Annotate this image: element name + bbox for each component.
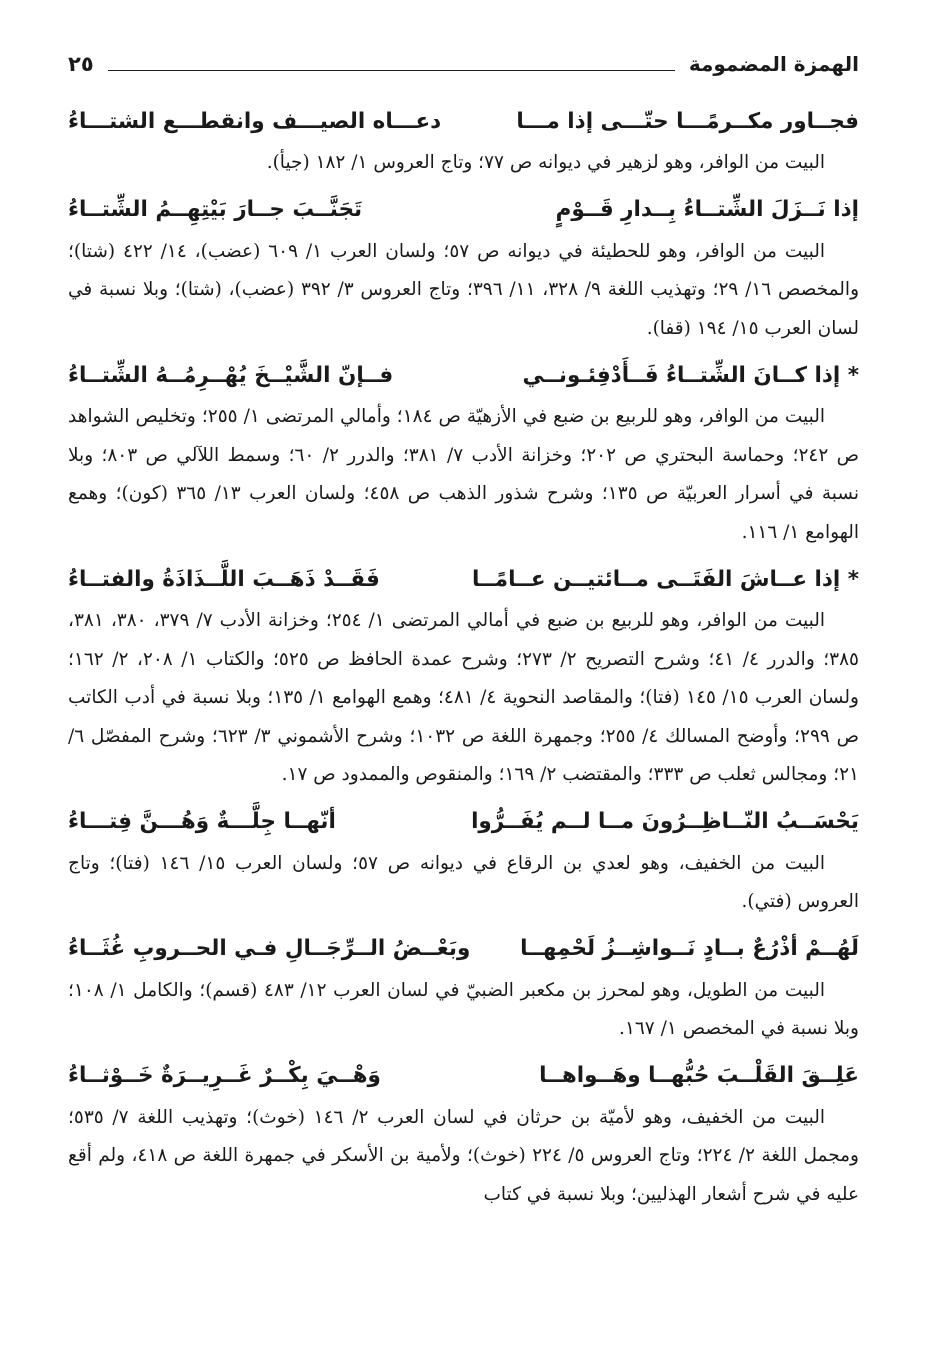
- verse-first-hemistich: * إذا كــانَ الشِّتــاءُ فَــأَدْفِئـونــي: [522, 362, 859, 388]
- verse-first-hemistich: فجــاور مكــرمًـــا حتّـــى إذا مـــا: [516, 108, 859, 134]
- verse-first-hemistich: يَحْسَــبُ النّــاظِــرُونَ مــا لــم يُفَــرُّوا: [471, 809, 859, 834]
- entry-4: [68, 556, 859, 795]
- verse-first-hemistich: لَهُــمْ أذْرُعٌ بــادٍ نَــواشِــزُ لَحْمِهــا: [520, 936, 859, 961]
- running-head: [68, 42, 859, 86]
- verse-line: [68, 1053, 859, 1099]
- verse-line: [68, 799, 859, 845]
- entry-5: [68, 799, 859, 922]
- book-page: [68, 42, 859, 1218]
- verse-commentary: البيت من الوافر، وهو للربيع بن ضبع في الأزهيّة ص ١٨٤؛ وأمالي المرتضى ١/ ٢٥٥؛ وتخليص الشواهد ص ٢٤٢؛ وحماسة البحتري ص ٢٠٢؛ وخزانة الأدب ٧/ ٣٨١؛ والدرر ٢/ ٦٠؛ وسمط اللآلي ص ٨٠٣؛ وبلا نسبة في أسرار العربيّة ص ١٣٥؛ وشرح شذور الذهب ص ٤٥٨؛ ولسان العرب ١٣/ ٣٦٥ (كون)؛ وهمع الهوامع ١/ ١١٦.: [68, 406, 860, 543]
- verse-first-hemistich: عَلِــقَ القَلْــبَ حُبُّهــا وهَــواهــا: [539, 1063, 859, 1088]
- entry-1: [68, 98, 859, 183]
- verse-commentary: البيت من الوافر، وهو للربيع بن ضبع في أمالي المرتضى ١/ ٢٥٤؛ وخزانة الأدب ٧/ ٣٧٩، ٣٨٠، ٣٨١، ٣٨٥؛ والدرر ٤/ ٤١؛ وشرح التصريح ٢/ ٢٧٣؛ وشرح عمدة الحافظ ص ٥٢٥؛ والكتاب ١/ ٢٠٨، ٢/ ١٦٢؛ ولسان العرب ١٥/ ١٤٥ (فتا)؛ والمقاصد النحوية ٤/ ٤٨١؛ وهمع الهوامع ١/ ١٣٥؛ وبلا نسبة في أدب الكاتب ص ٢٩٩؛ وأوضح المسالك ٤/ ٢٥٥؛ وجمهرة اللغة ص ١٠٣٢؛ وشرح الأشموني ٣/ ٦٢٣؛ وشرح المفصّل ٦/ ٢١؛ ومجالس ثعلب ص ٣٣٣؛ والمقتضب ٢/ ١٦٩؛ والمنقوص والممدود ص ١٧.: [68, 610, 859, 785]
- verse-line: [68, 926, 859, 972]
- verse-commentary: البيت من الوافر، وهو لزهير في ديوانه ص ٧٧؛ وتاج العروس ١/ ١٨٢ (جيأ).: [266, 152, 825, 173]
- verse-second-hemistich: وَهْــيَ بِكْــرٌ غَــرِيــرَةٌ خَــوْثــاءُ: [68, 1063, 381, 1088]
- verse-commentary: البيت من الخفيف، وهو لأميّة بن حرثان في لسان العرب ٢/ ١٤٦ (خوث)؛ وتهذيب اللغة ٧/ ٥٣٥؛ ومجمل اللغة ٢/ ٢٢٤؛ وتاج العروس ٥/ ٢٢٤ (خوث)؛ ولأمية بن الأسكر في جمهرة اللغة ص ٤١٨، ولم أقع عليه في شرح أشعار الهذليين؛ وبلا نسبة في كتاب: [68, 1106, 859, 1205]
- verse-first-hemistich: إذا نَــزَلَ الشِّتــاءُ بِــدارِ قَــوْمٍ: [555, 197, 859, 222]
- verse-line: [68, 352, 859, 398]
- page-number: ٢٥: [68, 52, 94, 76]
- verse-second-hemistich: أنّهــا جِلَّـــةٌ وَهُـــنَّ فِتـــاءُ: [68, 809, 336, 834]
- verse-second-hemistich: فَقَــدْ ذَهَــبَ اللَّــذَاذَةُ والفتــاءُ: [68, 566, 380, 592]
- verse-commentary: البيت من الوافر، وهو للحطيئة في ديوانه ص ٥٧؛ ولسان العرب ١/ ٦٠٩ (عضب)، ١٤/ ٤٢٢ (شتا)؛ والمخصص ١٦/ ٢٩؛ وتهذيب اللغة ٩/ ٣٢٨، ١١/ ٣٩٦؛ وتاج العروس ٣/ ٣٩٢ (عضب)، (شتا)؛ وبلا نسبة في لسان العرب ١٥/ ١٩٤ (قفا).: [68, 240, 859, 339]
- verse-line: [68, 98, 859, 144]
- verse-first-hemistich: * إذا عــاشَ الفَتَــى مــائتيــن عــامًــا: [472, 566, 859, 592]
- header-rule: [108, 70, 675, 71]
- section-title: الهمزة المضمومة: [688, 52, 859, 76]
- entry-3: [68, 352, 859, 552]
- verse-commentary: البيت من الطويل، وهو لمحرز بن مكعبر الضبيّ في لسان العرب ١٢/ ٤٨٣ (قسم)؛ والكامل ١/ ١٠٨؛ وبلا نسبة في المخصص ١/ ١٦٧.: [68, 979, 859, 1039]
- verse-line: [68, 556, 859, 602]
- entry-7: [68, 1053, 859, 1215]
- verse-second-hemistich: تَجَنَّــبَ جــارَ بَيْتِهِــمُ الشِّتــاءُ: [68, 197, 363, 222]
- verse-commentary: البيت من الخفيف، وهو لعدي بن الرقاع في ديوانه ص ٥٧؛ ولسان العرب ١٥/ ١٤٦ (فتا)؛ وتاج العروس (فتي).: [68, 852, 859, 912]
- entry-6: [68, 926, 859, 1049]
- verse-second-hemistich: دعـــاه الصيـــف وانقطـــع الشتـــاءُ: [68, 108, 442, 134]
- verse-second-hemistich: فــإنّ الشَّيْــخَ يُهْــرِمُــهُ الشِّتــاءُ: [68, 362, 394, 388]
- entry-2: [68, 187, 859, 349]
- verse-line: [68, 187, 859, 233]
- verse-second-hemistich: وبَعْــضُ الــرِّجَــالِ فـي الحــروبِ غُثَــاءُ: [68, 936, 471, 961]
